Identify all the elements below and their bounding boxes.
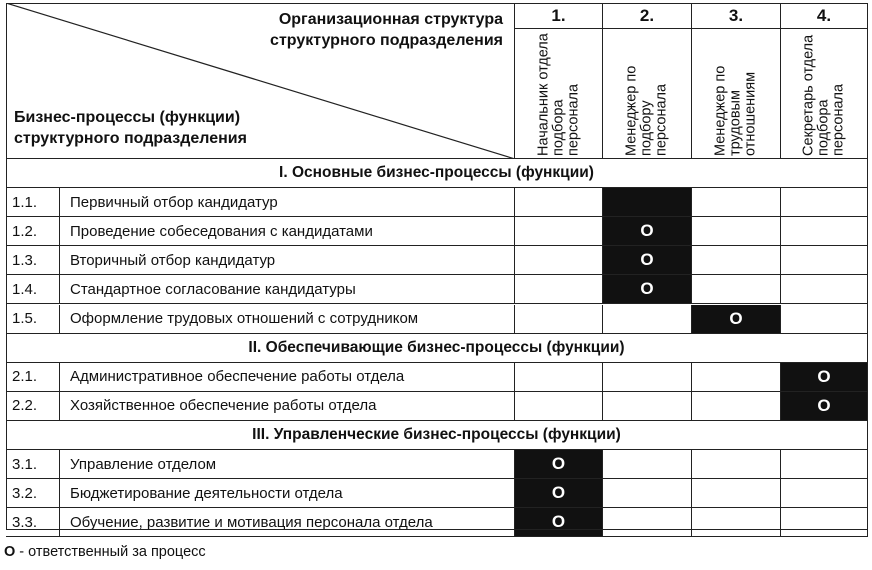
matrix-cell: [603, 479, 692, 508]
matrix-cell: [781, 305, 868, 334]
row-number: 3.3.: [6, 508, 60, 537]
process-name: Обучение, развитие и мотивация персонала отдела: [60, 508, 515, 537]
process-name: Вторичный отбор кандидатур: [60, 246, 515, 275]
matrix-cell: [692, 392, 781, 421]
matrix-cell: [515, 392, 603, 421]
column-number-4: 4.: [781, 3, 868, 29]
header-corner-border: [6, 3, 515, 159]
process-name: Оформление трудовых отношений с сотрудником: [60, 305, 515, 334]
column-role-cell-3: [692, 29, 781, 159]
legend-text: - ответственный за процесс: [15, 544, 206, 560]
processes-line-1: Бизнес-процессы (функции): [14, 109, 241, 126]
section-title-3: III. Управленческие бизнес-процессы (функции): [6, 421, 868, 450]
responsible-mark: O: [692, 305, 781, 334]
matrix-cell: [781, 188, 868, 217]
process-name: Управление отделом: [60, 450, 515, 479]
matrix-cell: [603, 392, 692, 421]
responsible-mark: O: [515, 508, 603, 537]
org-structure-line-1: Организационная структура: [278, 11, 503, 28]
responsible-mark: O: [781, 392, 868, 421]
column-number-1: 1.: [515, 3, 603, 29]
matrix-cell: [692, 217, 781, 246]
matrix-cell: [603, 188, 692, 217]
matrix-cell: [781, 246, 868, 275]
column-number-3: 3.: [692, 3, 781, 29]
matrix-cell: [603, 363, 692, 392]
row-number: 2.2.: [6, 392, 60, 421]
processes-line-2: структурного подразделения: [14, 130, 247, 147]
process-name: Административное обеспечение работы отдела: [60, 363, 515, 392]
row-number: 2.1.: [6, 363, 60, 392]
column-role-cell-1: [515, 29, 603, 159]
matrix-cell: [515, 188, 603, 217]
matrix-cell: [515, 363, 603, 392]
matrix-cell: [781, 217, 868, 246]
process-name: Стандартное согласование кандидатуры: [60, 275, 515, 304]
matrix-cell: [692, 479, 781, 508]
responsible-mark: O: [515, 450, 603, 479]
matrix-cell: [692, 188, 781, 217]
row-number: 1.4.: [6, 275, 60, 304]
legend: [4, 544, 206, 560]
column-number-2: 2.: [603, 3, 692, 29]
responsible-mark: O: [603, 217, 692, 246]
matrix-cell: [692, 275, 781, 304]
process-name: Проведение собеседования с кандидатами: [60, 217, 515, 246]
matrix-cell: [603, 450, 692, 479]
matrix-cell: [603, 305, 692, 334]
matrix-cell: [692, 363, 781, 392]
responsibility-matrix: [6, 3, 868, 530]
section-title-1: I. Основные бизнес-процессы (функции): [6, 159, 868, 188]
org-structure-line-2: структурного подразделения: [270, 32, 503, 49]
column-role-label: Менеджер по трудовым отношениям: [712, 65, 759, 156]
matrix-cell: [692, 246, 781, 275]
matrix-cell: [515, 305, 603, 334]
matrix-cell: [692, 450, 781, 479]
responsible-mark: O: [781, 363, 868, 392]
responsible-mark: O: [603, 275, 692, 304]
column-role-label: Начальник отдела подбора персонала: [535, 32, 581, 156]
process-name: Бюджетирование деятельности отдела: [60, 479, 515, 508]
row-number: 3.2.: [6, 479, 60, 508]
matrix-cell: [781, 450, 868, 479]
row-number: 1.2.: [6, 217, 60, 246]
matrix-cell: [515, 246, 603, 275]
row-number: 3.1.: [6, 450, 60, 479]
matrix-cell: [781, 479, 868, 508]
process-name: Первичный отбор кандидатур: [60, 188, 515, 217]
column-role-label: Менеджер по подбору персонала: [623, 65, 670, 156]
responsible-mark: O: [603, 246, 692, 275]
matrix-cell: [515, 217, 603, 246]
row-number: 1.3.: [6, 246, 60, 275]
row-number: 1.1.: [6, 188, 60, 217]
row-number: 1.5.: [6, 305, 60, 334]
process-name: Хозяйственное обеспечение работы отдела: [60, 392, 515, 421]
matrix-cell: [692, 508, 781, 537]
matrix-cell: [781, 275, 868, 304]
column-role-cell-4: [781, 29, 868, 159]
matrix-cell: [781, 508, 868, 537]
legend-symbol: O: [4, 544, 16, 560]
section-title-2: II. Обеспечивающие бизнес-процессы (функции): [6, 334, 868, 363]
matrix-cell: [515, 275, 603, 304]
column-role-cell-2: [603, 29, 692, 159]
responsible-mark: O: [515, 479, 603, 508]
column-role-label: Секретарь отдела подбора персонала: [800, 34, 847, 156]
matrix-cell: [603, 508, 692, 537]
